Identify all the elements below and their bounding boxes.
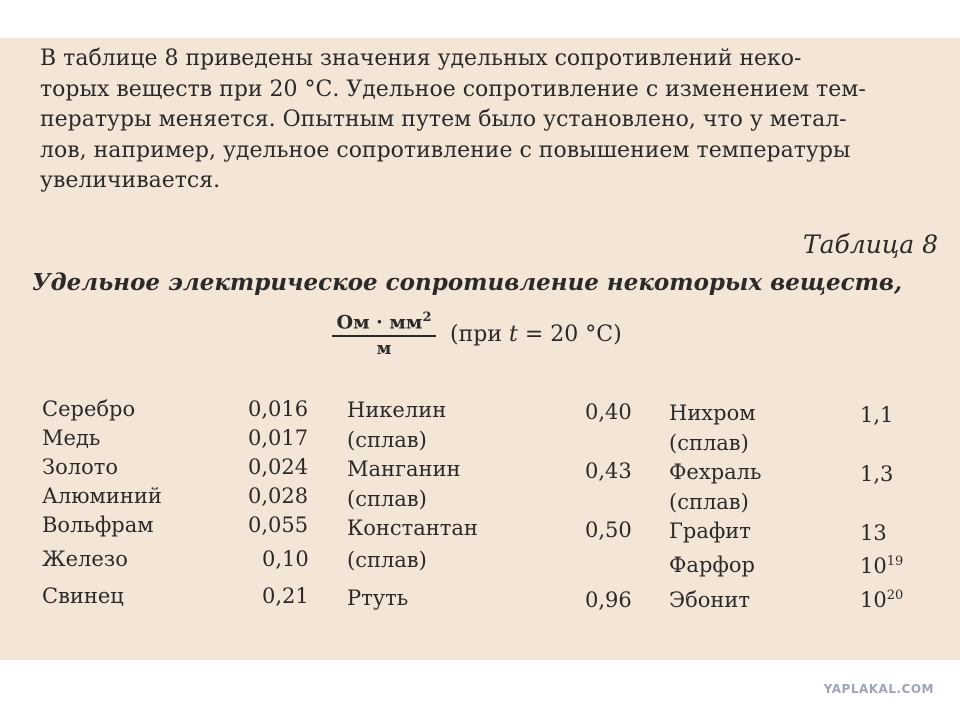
substance-note: (сплав) — [669, 431, 749, 455]
resistivity-value: 0,055 — [248, 513, 309, 537]
substance-name: Золото — [42, 455, 118, 479]
table-title: Удельное электрическое сопротивление некоторых веществ, — [32, 269, 903, 296]
resistivity-value: 1,3 — [860, 462, 894, 486]
substance-name: Серебро — [42, 397, 136, 421]
resistivity-value: 0,50 — [585, 518, 632, 542]
unit-denominator: м — [376, 339, 392, 360]
substance-note: (сплав) — [669, 490, 749, 514]
paragraph-line: торых веществ при 20 °С. Удельное сопротивление с изменением тем- — [40, 76, 866, 102]
resistivity-value: 0,017 — [248, 426, 309, 450]
textbook-page — [0, 38, 960, 660]
temperature-condition: (при t = 20 °С) — [450, 322, 622, 348]
substance-note: (сплав) — [347, 487, 427, 511]
resistivity-value: $10^{20}$ — [860, 588, 904, 612]
unit-numerator: Ом · $мм^2$ — [336, 310, 432, 334]
resistivity-value: 0,016 — [248, 397, 309, 421]
table-number: Таблица 8 — [802, 230, 938, 259]
resistivity-value: $10^{19}$ — [860, 554, 904, 578]
resistivity-value: 1,1 — [860, 403, 894, 427]
substance-name: Фарфор — [669, 553, 755, 577]
resistivity-value: 0,43 — [585, 459, 632, 483]
paragraph-line: пературы меняется. Опытным путем было установлено, что у метал- — [40, 107, 847, 132]
watermark: YAPLAKAL.COM — [823, 682, 934, 696]
substance-name: Ртуть — [347, 586, 409, 610]
paragraph-line: В таблице 8 приведены значения удельных сопротивлений неко- — [40, 46, 802, 71]
resistivity-value: 0,024 — [248, 455, 309, 479]
substance-name: Свинец — [42, 584, 124, 608]
substance-name: Медь — [42, 426, 101, 450]
resistivity-value: 0,10 — [262, 547, 309, 571]
substance-name: Фехраль — [669, 460, 762, 484]
substance-name: Никелин — [347, 398, 447, 422]
substance-name: Графит — [669, 519, 751, 543]
resistivity-value: 13 — [860, 521, 887, 545]
intro-paragraph — [40, 44, 940, 197]
substance-name: Железо — [42, 547, 128, 571]
paragraph-line: увеличивается. — [40, 168, 221, 193]
substance-name: Эбонит — [669, 588, 750, 612]
substance-note: (сплав) — [347, 548, 427, 572]
resistivity-value: 0,96 — [585, 588, 632, 612]
substance-name: Манганин — [347, 457, 461, 481]
paragraph-line: лов, например, удельное сопротивление с повышением температуры — [40, 137, 851, 163]
substance-name: Константан — [347, 516, 478, 540]
substance-name: Нихром — [669, 401, 756, 425]
unit-fraction — [332, 310, 436, 359]
resistivity-value: 0,028 — [248, 484, 309, 508]
units-expression — [332, 310, 622, 359]
substance-name: Вольфрам — [42, 513, 154, 537]
substance-note: (сплав) — [347, 428, 427, 452]
resistivity-value: 0,21 — [262, 584, 309, 608]
substance-name: Алюминий — [42, 484, 162, 508]
resistivity-value: 0,40 — [585, 400, 632, 424]
